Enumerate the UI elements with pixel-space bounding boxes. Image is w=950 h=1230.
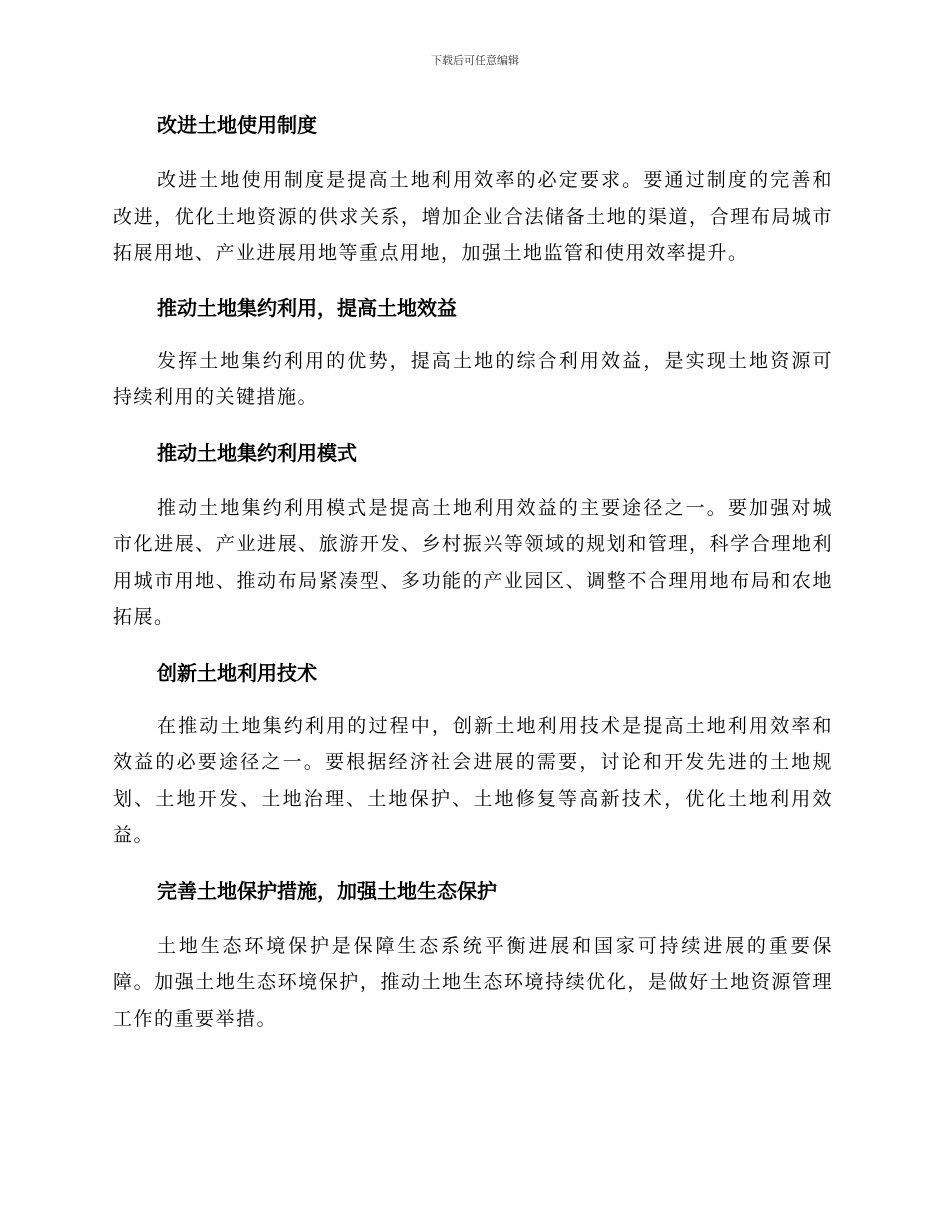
section-paragraph: 发挥土地集约利用的优势，提高土地的综合利用效益，是实现土地资源可持续利用的关键措施。 (113, 349, 833, 408)
section-paragraph: 在推动土地集约利用的过程中，创新土地利用技术是提高土地利用效率和效益的必要途径之一。要根据经济社会进展的需要，讨论和开发先进的土地规划、土地开发、土地治理、土地保护、土地修复等高新技术，优化土地利用效益。 (113, 714, 833, 846)
section-paragraph: 推动土地集约利用模式是提高土地利用效益的主要途径之一。要加强对城市化进展、产业进展、旅游开发、乡村振兴等领域的规划和管理，科学合理地利用城市用地、推动布局紧凑型、多功能的产业园区、调整不合理用地布局和农地拓展。 (113, 496, 833, 628)
document-body (113, 108, 833, 1037)
section-heading: 完善土地保护措施，加强土地生态保护 (157, 878, 497, 903)
section-paragraph: 改进土地使用制度是提高土地利用效率的必定要求。要通过制度的完善和改进，优化土地资源的供求关系，增加企业合法储备土地的渠道，合理布局城市拓展用地、产业进展用地等重点用地，加强土地监管和使用效率提升。 (113, 169, 833, 264)
section-heading: 创新土地利用技术 (157, 660, 317, 685)
section-paragraph: 土地生态环境保护是保障生态系统平衡进展和国家可持续进展的重要保障。加强土地生态环境保护，推动土地生态环境持续优化，是做好土地资源管理工作的重要举措。 (113, 934, 833, 1030)
section-heading: 推动土地集约利用模式 (157, 440, 357, 465)
section-heading: 改进土地使用制度 (157, 113, 317, 137)
section-heading: 推动土地集约利用，提高土地效益 (157, 295, 457, 320)
page-header: 下载后可任意编辑 (431, 54, 519, 67)
